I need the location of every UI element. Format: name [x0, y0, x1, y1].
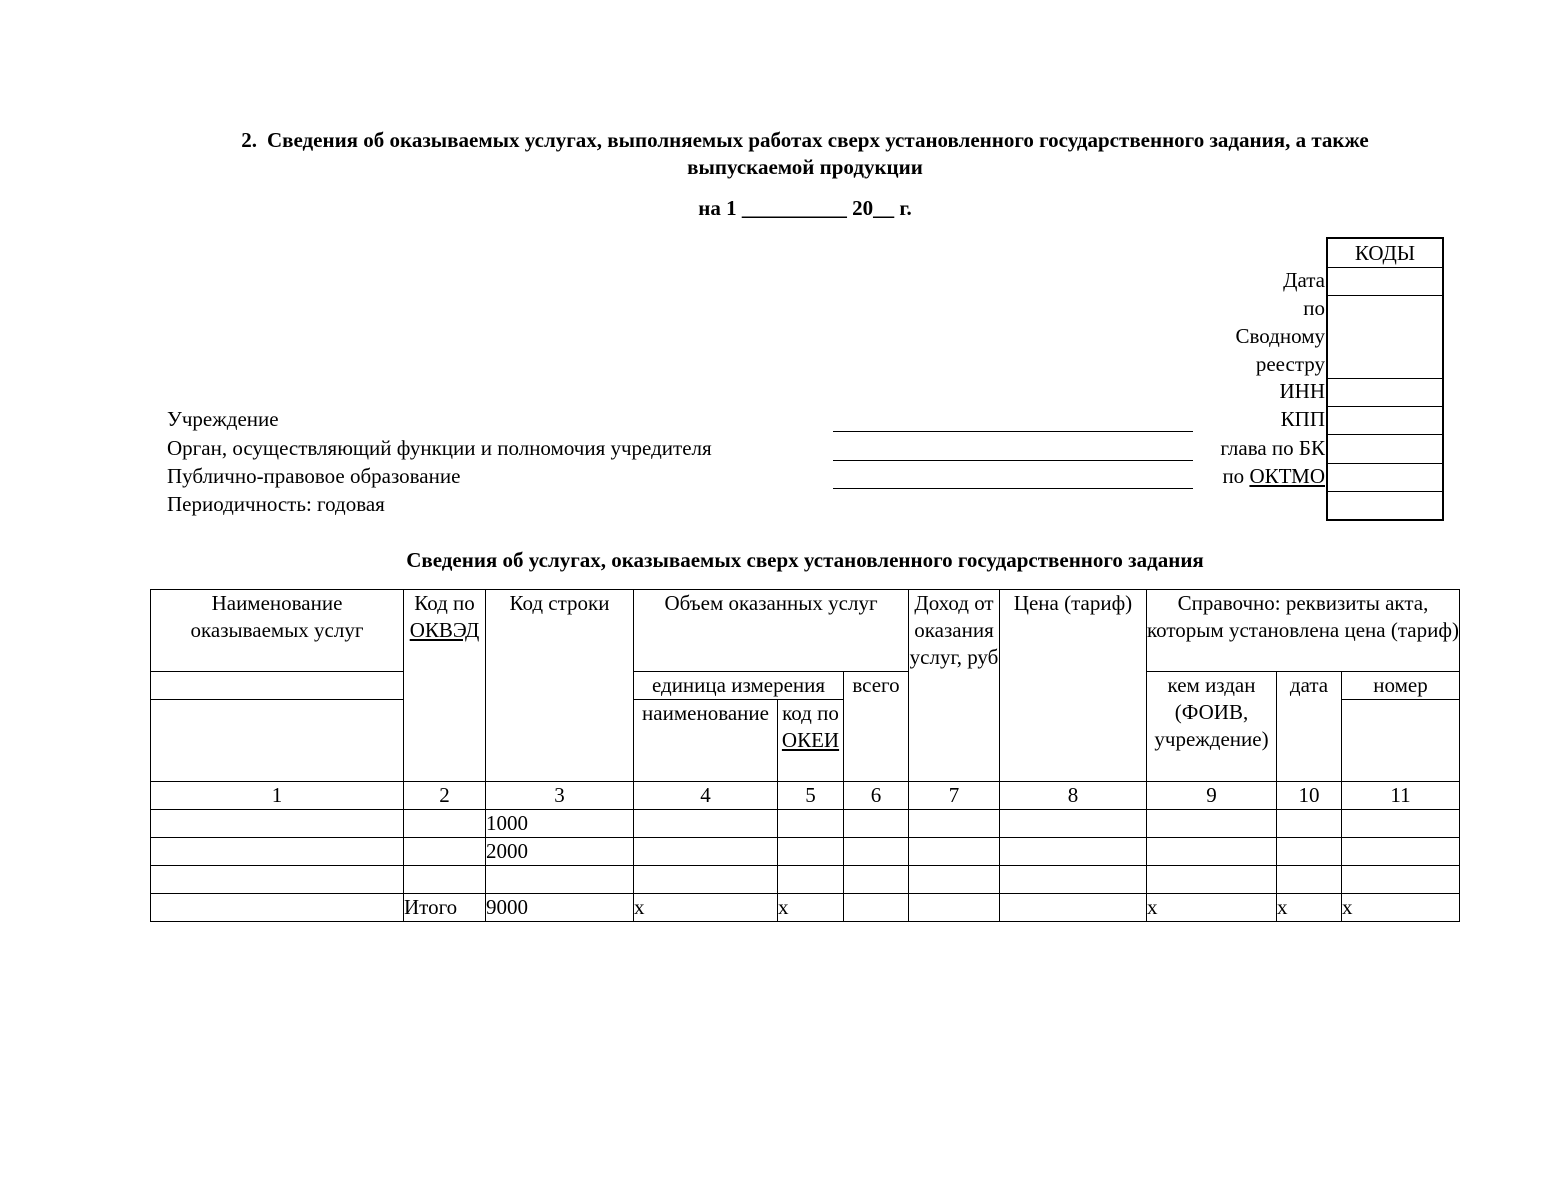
header-row-code: Код строки — [486, 590, 634, 782]
public-entity-label: Публично-правовое образование — [167, 464, 461, 488]
cell-okei[interactable] — [778, 810, 844, 838]
cell-total[interactable] — [844, 810, 909, 838]
founder-body-label: Орган, осуществляющий функции и полномочия учредителя — [167, 436, 712, 460]
header-okved-link: ОКВЭД — [409, 618, 480, 642]
cell-issued-by[interactable] — [1147, 810, 1277, 838]
code-label-po: по — [1303, 296, 1325, 320]
cell-act-date[interactable] — [1277, 838, 1342, 866]
code-oktmo-cell[interactable] — [1328, 463, 1442, 491]
cell-row-code: 2000 — [486, 838, 634, 866]
header-volume: Объем оказанных услуг — [634, 590, 909, 672]
column-number-row — [151, 782, 1460, 810]
code-registry-cell[interactable] — [1328, 295, 1442, 378]
cell-okei[interactable] — [778, 838, 844, 866]
report-date-line: на 1 __________ 20__ г. — [698, 196, 912, 220]
header-total: всего — [844, 672, 909, 782]
code-bk-cell[interactable] — [1328, 434, 1442, 463]
cell-unit-name[interactable] — [634, 838, 778, 866]
cell-act-number[interactable] — [1342, 866, 1460, 894]
cell-act-number: x — [1342, 894, 1460, 922]
code-label-svodnomu: Сводному — [1235, 324, 1325, 348]
table-row — [151, 838, 1460, 866]
header-unit-name: наименование — [634, 700, 778, 782]
cell-income[interactable] — [909, 894, 1000, 922]
institution-field[interactable] — [833, 431, 1193, 432]
col-number: 3 — [486, 782, 634, 810]
code-label-date: Дата — [1283, 268, 1325, 292]
code-label-kpp: КПП — [1280, 407, 1325, 431]
code-label-inn: ИНН — [1279, 379, 1325, 403]
section-number: 2. — [241, 128, 257, 152]
code-label-oktmo-prefix: по — [1222, 464, 1245, 488]
header-number-empty — [1342, 700, 1460, 782]
col-number: 2 — [404, 782, 486, 810]
col-number: 10 — [1277, 782, 1342, 810]
cell-okei: x — [778, 894, 844, 922]
code-label-reestru: реестру — [1255, 352, 1325, 376]
cell-income[interactable] — [909, 810, 1000, 838]
table-title: Сведения об услугах, оказываемых сверх установленного государственного задания — [406, 548, 1204, 572]
cell-act-date[interactable] — [1277, 866, 1342, 894]
cell-unit-name: x — [634, 894, 778, 922]
col-number: 5 — [778, 782, 844, 810]
cell-okved[interactable] — [404, 838, 486, 866]
founder-body-field[interactable] — [833, 460, 1193, 461]
services-table — [150, 589, 1460, 922]
cell-total[interactable] — [844, 838, 909, 866]
document-title — [150, 127, 1460, 181]
header-okei-prefix: код по — [782, 701, 839, 725]
cell-issued-by: x — [1147, 894, 1277, 922]
header-act-number: номер — [1342, 672, 1460, 700]
code-label-oktmo-link[interactable]: ОКТМО — [1249, 464, 1325, 488]
cell-act-number[interactable] — [1342, 810, 1460, 838]
cell-row-code — [486, 866, 634, 894]
title-line-1: Сведения об оказываемых услугах, выполняемых работах сверх установленного государственного задания, а также — [266, 128, 1369, 152]
col-number: 4 — [634, 782, 778, 810]
cell-unit-name[interactable] — [634, 866, 778, 894]
header-okei — [778, 700, 844, 782]
header-act-reference: Справочно: реквизиты акта, которым установлена цена (тариф) — [1147, 590, 1460, 672]
cell-price[interactable] — [1000, 810, 1147, 838]
col-number: 1 — [151, 782, 404, 810]
cell-act-number[interactable] — [1342, 838, 1460, 866]
cell-service-name[interactable] — [151, 894, 404, 922]
header-okved — [404, 590, 486, 782]
title-line-2: выпускаемой продукции — [687, 155, 923, 179]
cell-unit-name[interactable] — [634, 810, 778, 838]
cell-price[interactable] — [1000, 866, 1147, 894]
cell-service-name[interactable] — [151, 810, 404, 838]
cell-total[interactable] — [844, 894, 909, 922]
cell-service-name[interactable] — [151, 866, 404, 894]
header-act-date: дата — [1277, 672, 1342, 782]
code-periodicity-cell[interactable] — [1328, 491, 1442, 519]
header-price: Цена (тариф) — [1000, 590, 1147, 782]
code-label-bk: глава по БК — [1220, 436, 1325, 460]
cell-total[interactable] — [844, 866, 909, 894]
code-kpp-cell[interactable] — [1328, 406, 1442, 434]
header-empty-cell — [151, 672, 404, 700]
header-issued-by: кем издан (ФОИВ, учреждение) — [1147, 672, 1277, 782]
cell-issued-by[interactable] — [1147, 866, 1277, 894]
table-row — [151, 866, 1460, 894]
public-entity-field[interactable] — [833, 488, 1193, 489]
col-number: 8 — [1000, 782, 1147, 810]
header-service-name: Наименование оказываемых услуг — [151, 590, 404, 672]
cell-issued-by[interactable] — [1147, 838, 1277, 866]
cell-price[interactable] — [1000, 894, 1147, 922]
col-number: 7 — [909, 782, 1000, 810]
cell-row-code: 1000 — [486, 810, 634, 838]
header-okei-link: ОКЕИ — [781, 728, 840, 752]
header-unit: единица измерения — [634, 672, 844, 700]
col-number: 9 — [1147, 782, 1277, 810]
cell-total-label: Итого — [404, 894, 486, 922]
table-row — [151, 810, 1460, 838]
code-inn-cell[interactable] — [1328, 378, 1442, 406]
cell-okved[interactable] — [404, 810, 486, 838]
cell-income[interactable] — [909, 838, 1000, 866]
code-date-cell[interactable] — [1328, 267, 1442, 295]
cell-service-name[interactable] — [151, 838, 404, 866]
cell-row-code: 9000 — [486, 894, 634, 922]
col-number: 11 — [1342, 782, 1460, 810]
cell-act-date: x — [1277, 894, 1342, 922]
cell-okei[interactable] — [778, 866, 844, 894]
cell-okved[interactable] — [404, 866, 486, 894]
total-row — [151, 894, 1460, 922]
code-label-oktmo — [1222, 462, 1325, 490]
codes-box — [1326, 237, 1444, 521]
cell-act-date[interactable] — [1277, 810, 1342, 838]
codes-header: КОДЫ — [1354, 241, 1416, 265]
periodicity-label: Периодичность: годовая — [167, 492, 385, 516]
cell-price[interactable] — [1000, 838, 1147, 866]
header-income: Доход от оказания услуг, руб — [909, 590, 1000, 782]
header-okved-prefix: Код по — [414, 591, 475, 615]
header-empty-cell-2 — [151, 700, 404, 782]
institution-label: Учреждение — [167, 407, 279, 431]
cell-income[interactable] — [909, 866, 1000, 894]
col-number: 6 — [844, 782, 909, 810]
